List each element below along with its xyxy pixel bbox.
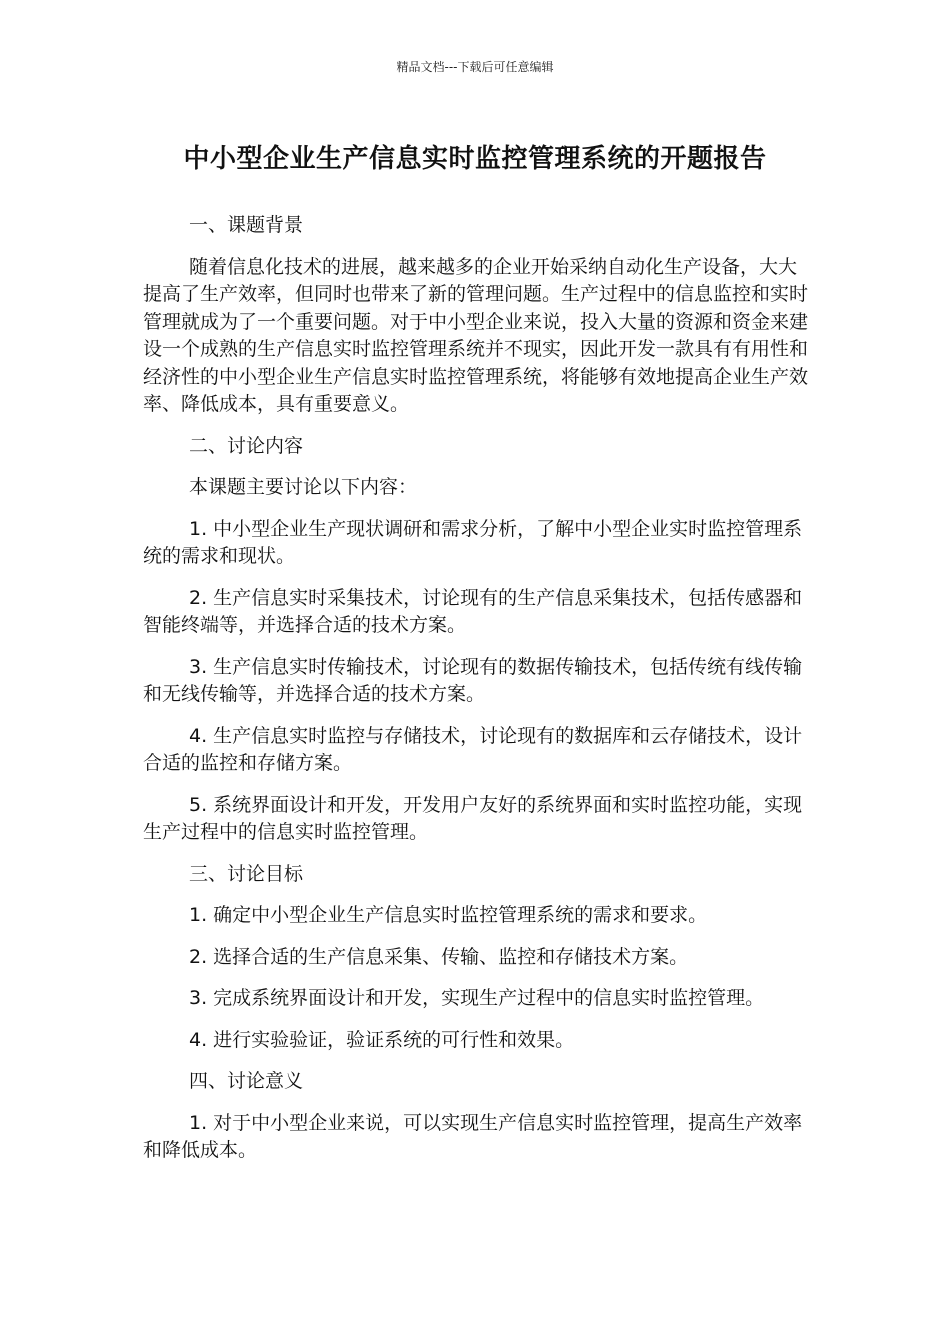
section-heading-significance: 四、讨论意义 [189, 1070, 304, 1092]
content-item-2: 2. 生产信息实时采集技术，讨论现有的生产信息采集技术，包括传感器和智能终端等，并选择合适的技术方案。 [143, 586, 803, 636]
content-item-4: 4. 生产信息实时监控与存储技术，讨论现有的数据库和云存储技术，设计合适的监控和存储方案。 [143, 724, 803, 774]
document-body [143, 212, 811, 1179]
goal-item-2: 2. 选择合适的生产信息采集、传输、监控和存储技术方案。 [189, 945, 689, 968]
significance-item-1: 1. 对于中小型企业来说，可以实现生产信息实时监控管理，提高生产效率和降低成本。 [143, 1111, 803, 1161]
section-heading-goals: 三、讨论目标 [189, 862, 304, 885]
document-title: 中小型企业生产信息实时监控管理系统的开题报告 [183, 144, 767, 174]
content-intro: 本课题主要讨论以下内容： [189, 476, 418, 498]
goal-item-3: 3. 完成系统界面设计和开发，实现生产过程中的信息实时监控管理。 [189, 987, 765, 1009]
section-heading-background: 一、课题背景 [189, 214, 304, 236]
goal-item-4: 4. 进行实验验证，验证系统的可行性和效果。 [189, 1028, 575, 1051]
background-paragraph: 随着信息化技术的进展，越来越多的企业开始采纳自动化生产设备，大大提高了生产效率，但同时也带来了新的管理问题。生产过程中的信息监控和实时管理就成为了一个重要问题。对于中小型企业来说，投入大量的资源和资金来建设一个成熟的生产信息实时监控管理系统并不现实，因此开发一款具有有用性和经济性的中小型企业生产信息实时监控管理系统，将能够有效地提高企业生产效率、降低成本，具有重要意义。 [143, 255, 809, 415]
content-item-3: 3. 生产信息实时传输技术，讨论现有的数据传输技术，包括传统有线传输和无线传输等，并选择合适的技术方案。 [143, 655, 803, 705]
content-item-5: 5. 系统界面设计和开发，开发用户友好的系统界面和实时监控功能，实现生产过程中的信息实时监控管理。 [143, 793, 803, 843]
content-item-1: 1. 中小型企业生产现状调研和需求分析，了解中小型企业实时监控管理系统的需求和现状。 [143, 517, 803, 567]
section-heading-content: 二、讨论内容 [189, 434, 304, 457]
header-note: 精品文档---下载后可任意编辑 [396, 60, 554, 74]
goal-item-1: 1. 确定中小型企业生产信息实时监控管理系统的需求和要求。 [189, 904, 708, 926]
